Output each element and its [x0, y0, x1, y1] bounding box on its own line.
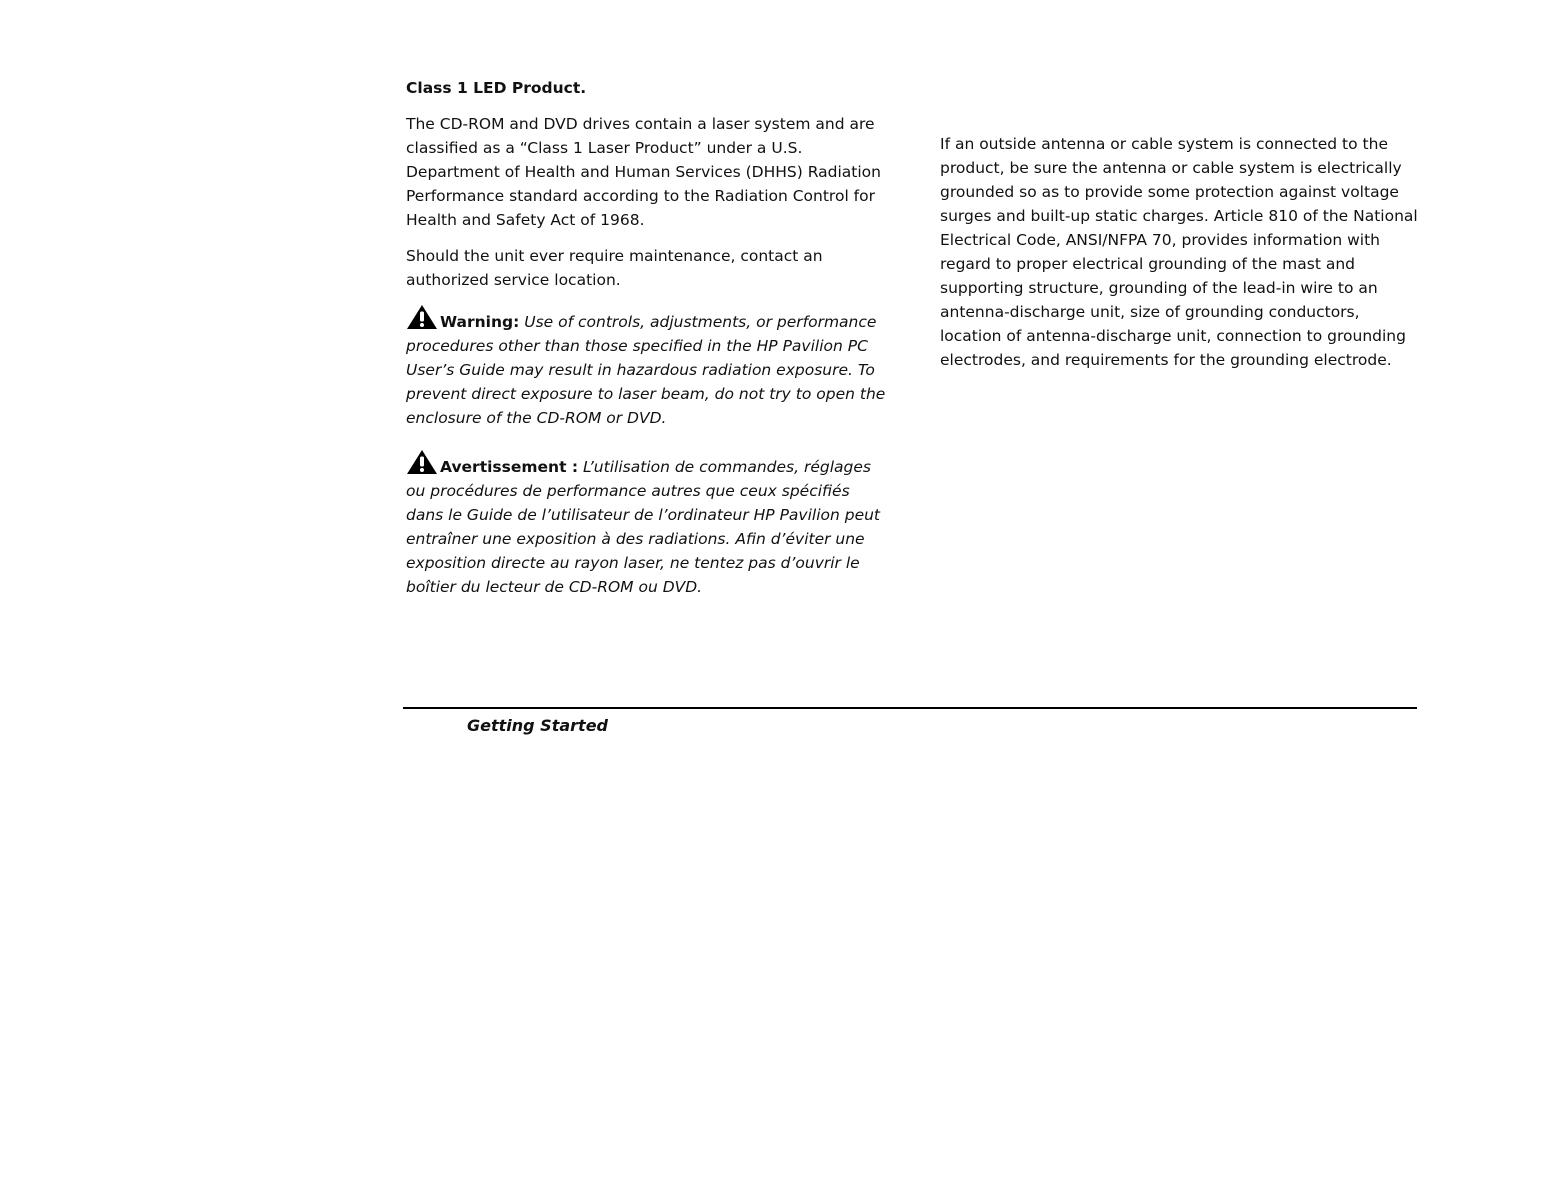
warning-text: Use of controls, adjustments, or performance procedures other than those specified in the HP Pavilion PC User’s Guide may result in hazardous radiation exposure. To prevent direct exposure to laser beam, do not try to open the enclosure of the CD-ROM or DVD.: [406, 313, 886, 427]
right-column: [940, 132, 1418, 384]
laser-class-paragraph: The CD-ROM and DVD drives contain a laser system and are classified as a “Class 1 Laser Product” under a U.S. Department of Health and Human Services (DHHS) Radiation Performance standard according to the Radiation Control for Health and Safety Act of 1968.: [406, 115, 881, 229]
warning-english: [406, 304, 888, 430]
left-column: [406, 76, 888, 618]
avertissement-text: L’utilisation de commandes, réglages ou procédures de performance autres que ceux spécifiés dans le Guide de l’utilisateur de l’ordinateur HP Pavilion peut entraîner une exposition à des radiations. Afin d’éviter une exposition directe au rayon laser, ne tentez pas d’ouvrir le boîtier du lecteur de CD-ROM ou DVD.: [406, 458, 881, 596]
warning-triangle-icon: [406, 449, 438, 475]
section-heading: Class 1 LED Product.: [406, 79, 587, 97]
warning-french: [406, 449, 888, 599]
footer-title: Getting Started: [467, 716, 608, 735]
footer-divider: [403, 707, 1417, 709]
warning-label: Warning:: [440, 313, 520, 331]
antenna-grounding-paragraph: If an outside antenna or cable system is connected to the product, be sure the antenna or cable system is electrically grounded so as to provide some protection against voltage surges and built-up static charges. Article 810 of the National Electrical Code, ANSI/NFPA 70, provides information with regard to proper electrical grounding of the mast and supporting structure, grounding of the lead-in wire to an antenna-discharge unit, size of grounding conductors, location of antenna-discharge unit, connection to grounding electrodes, and requirements for the grounding electrode.: [940, 135, 1418, 369]
warning-triangle-icon: [406, 304, 438, 330]
maintenance-paragraph: Should the unit ever require maintenance, contact an authorized service location.: [406, 247, 823, 289]
avertissement-label: Avertissement :: [440, 458, 579, 476]
